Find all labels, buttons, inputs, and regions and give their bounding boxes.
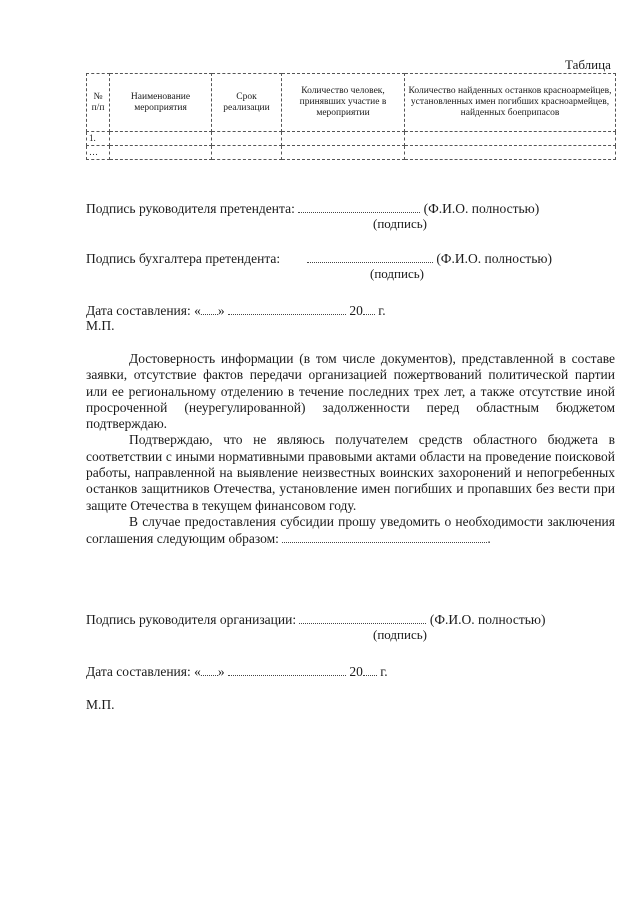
date-quote: » (217, 664, 225, 679)
year-prefix: 20 (349, 303, 363, 318)
date-label: Дата составления: « (86, 664, 201, 679)
month-field (228, 663, 346, 676)
org-head-signature-label: Подпись руководителя организации: (86, 612, 297, 627)
full-name-caption: (Ф.И.О. полностью) (423, 201, 540, 216)
signature-field (299, 611, 426, 624)
table-cell: … (87, 146, 110, 160)
day-field (201, 302, 218, 315)
year-prefix: 20 (349, 664, 363, 679)
year-suffix: г. (378, 303, 386, 318)
table-row (87, 132, 616, 146)
signature-field (307, 250, 433, 263)
signature-caption: (подпись) (373, 216, 427, 231)
year-field (363, 302, 375, 315)
agreement-method-field (282, 530, 487, 543)
head-signature-line (86, 200, 539, 217)
accountant-signature-label: Подпись бухгалтера претендента: (86, 251, 281, 266)
stamp-place: М.П. (86, 697, 115, 712)
column-header: Количество человек, принявших участие в мероприятии (282, 74, 405, 132)
activities-table (86, 73, 616, 160)
table-header-row (87, 74, 616, 132)
full-name-caption: (Ф.И.О. полностью) (436, 251, 552, 266)
column-header: Наименование мероприятия (110, 74, 212, 132)
stamp-place: М.П. (86, 318, 115, 333)
table-cell: 1. (87, 132, 110, 146)
statement-text (86, 351, 615, 548)
accountant-signature-line (86, 250, 552, 267)
table-cell (282, 132, 405, 146)
date-line (86, 302, 386, 319)
table-cell (405, 146, 616, 160)
table-row (87, 146, 616, 160)
signature-caption: (подпись) (370, 266, 424, 281)
table-cell (405, 132, 616, 146)
year-suffix: г. (380, 664, 388, 679)
table-cell (110, 132, 212, 146)
column-header: Срок реализации (212, 74, 282, 132)
year-field (363, 663, 377, 676)
date-line (86, 663, 388, 680)
paragraph: В случае предоставления субсидии прошу уведомить о необходимости заключения соглашения следующим образом: . (86, 513, 615, 547)
head-signature-label: Подпись руководителя претендента: (86, 201, 295, 216)
date-label: Дата составления: « (86, 303, 201, 318)
full-name-caption: (Ф.И.О. полностью) (429, 612, 546, 627)
paragraph: Подтверждаю, что не являюсь получателем средств областного бюджета в соответствии с иными нормативными правовыми актами области на проведение поисковой работы, направленной на выявление неизвестных воинских захоронений и непогребенных останков защитников Отечества, установление имен погибших и пропавших без вести при защите Отечества в текущем финансовом году. (86, 432, 615, 513)
date-quote: » (217, 303, 225, 318)
table-cell (282, 146, 405, 160)
paragraph: Достоверность информации (в том числе документов), представленной в составе заявки, отсутствие фактов передачи организацией пожертвований политической партии или ее региональному отделению в течение последних трех лет, а также отсутствие иной просроченной (неурегулированной) задолженности перед областным бюджетом подтверждаю. (86, 351, 615, 432)
table-cell (212, 146, 282, 160)
column-header: № п/п (87, 74, 110, 132)
org-head-signature-line (86, 611, 545, 628)
signature-caption: (подпись) (373, 627, 427, 642)
table-cell (110, 146, 212, 160)
column-header: Количество найденных останков красноармейцев, установленных имен погибших красноармейцев, найденных боеприпасов (405, 74, 616, 132)
table-caption: Таблица (565, 57, 611, 72)
day-field (201, 663, 218, 676)
month-field (228, 302, 346, 315)
paragraph-text: В случае предоставления субсидии прошу уведомить о необходимости заключения соглашения следующим образом: (86, 513, 615, 547)
signature-field (298, 200, 420, 213)
table-cell (212, 132, 282, 146)
